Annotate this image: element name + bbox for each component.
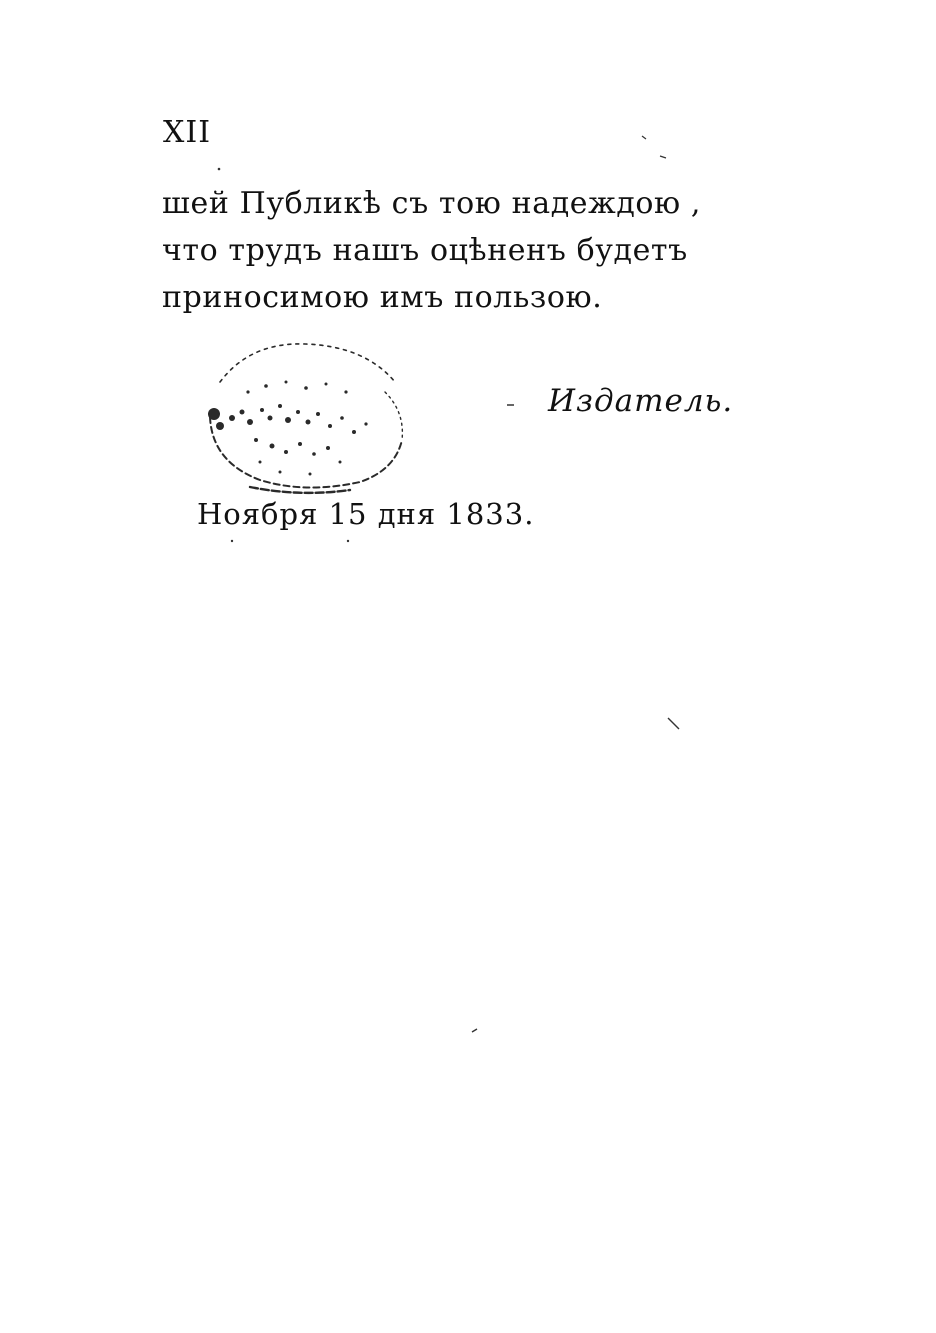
body-line: шей Публикѣ съ тою надеждою , [162, 186, 702, 221]
library-stamp [190, 322, 420, 502]
body-line: что трудъ нашъ оцѣненъ будетъ [162, 233, 688, 268]
date-line: Ноября 15 дня 1833. [197, 497, 535, 531]
body-text [162, 180, 802, 321]
scan-speck [640, 134, 670, 164]
publisher-signature: Издатель. [548, 383, 734, 419]
page-number: XII [163, 115, 212, 150]
body-line: приносимою имъ пользою. [162, 280, 603, 315]
scan-speck [506, 402, 516, 408]
scan-speck [470, 1026, 480, 1034]
scan-speck [214, 164, 224, 174]
scan-speck [666, 716, 682, 732]
scan-speck [228, 536, 358, 546]
